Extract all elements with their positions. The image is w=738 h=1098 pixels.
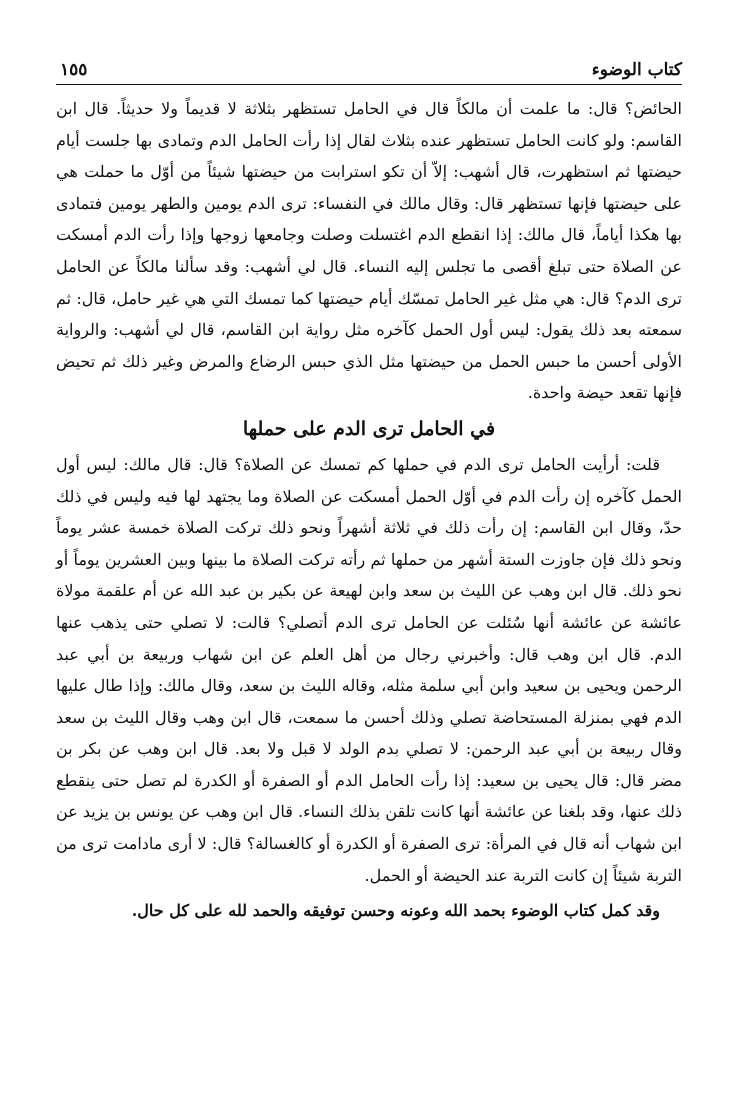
page-body [56, 93, 682, 926]
page-number: ١٥٥ [60, 60, 88, 80]
section-heading: في الحامل ترى الدم على حملها [242, 417, 496, 440]
opening-paragraph: الحائض؟ قال: ما علمت أن مالكاً قال في الحامل تستظهر بثلاثة لا قديماً ولا حديثاً. قال ابن القاسم: ولو كانت الحامل تستظهر عنده بثلاث لقال إذا رأت الحامل الدم وتمادى بها جلست أيام حيضتها ثم استظهرت، قال أشهب: إلاّ أن تكو استرابت من حيضتها شيئاً من أوّل ما حملت هي على حيضتها فإنها تستظهر قال: وقال مالك في النفساء: ترى الدم يومين والطهر يومين فتمادى بها هكذا أياماً، قال مالك: إذا انقطع الدم اغتسلت وصلت وجامعها زوجها وإذا رأت الدم أمسكت عن الصلاة حتى تبلغ أقصى ما تجلس إليه النساء. قال لي أشهب: وقد سألنا مالكاً عن الحامل ترى الدم؟ قال: هي مثل غير الحامل تمسّك أيام حيضتها كما تمسك التي هي غير حامل، قال: ثم سمعته بعد ذلك يقول: ليس أول الحمل كآخره مثل رواية ابن القاسم، قال لي أشهب: والرواية الأولى أحسن ما حبس الحمل من حيضتها مثل الذي حبس الرضاع والمرض وغير ذلك ثم تحيض فإنها تقعد حيضة واحدة. [56, 99, 682, 403]
book-page [56, 58, 682, 1068]
page-header [56, 58, 682, 85]
section-paragraph: قلت: أرأيت الحامل ترى الدم في حملها كم تمسك عن الصلاة؟ قال: قال مالك: ليس أول الحمل كآخره إن رأت الدم في أوّل الحمل أمسكت عن الصلاة وما يجتهد لها فيه وليس في ذلك حدّ، وقال ابن القاسم: إن رأت ذلك في ثلاثة أشهراً ونحو ذلك تركت الصلاة خمسة عشر يوماً ونحو ذلك فإن جاوزت الستة أشهر من حملها ثم رأته تركت الصلاة ما بينها وبين العشرين يوماً أو نحو ذلك. قال ابن وهب عن الليث بن سعد وابن لهيعة عن بكير بن عبد الله عن أم علقمة مولاة عائشة عن عائشة أنها سُئلت عن الحامل ترى الدم أتصلي؟ قالت: لا تصلي حتى يذهب عنها الدم. قال ابن وهب قال: وأخبرني رجال من أهل العلم عن ابن شهاب وربيعة بن أبي عبد الرحمن ويحيى بن سعيد وابن أبي سلمة مثله، وقاله الليث بن سعد، وقال مالك: وإذا طال عليها الدم فهي بمنزلة المستحاضة تصلي وذلك أحسن ما سمعت، قال ابن وهب وقال الليث بن سعد وقال ربيعة بن أبي عبد الرحمن: لا تصلي بدم الولد لا قبل ولا بعد. قال ابن وهب عن بكر بن مضر قال: قال يحيى بن سعيد: إذا رأت الحامل الدم أو الصفرة أو الكدرة لم تصل حتى ينقطع ذلك عنها، وقد بلغنا عن عائشة أنها كانت تلقن بذلك النساء. قال ابن وهب عن يونس بن يزيد عن ابن شهاب أنه قال في المرأة: ترى الصفرة أو الكدرة أو كالغسالة؟ قال: لا أرى مادامت ترى من التربة شيئاً إن كانت التربة عند الحيضة أو الحمل. [56, 454, 682, 885]
running-title: كتاب الوضوء [591, 60, 682, 80]
closing-statement: وقد كمل كتاب الوضوء بحمد الله وعونه وحسن توفيقه والحمد لله على كل حال. [131, 901, 660, 921]
